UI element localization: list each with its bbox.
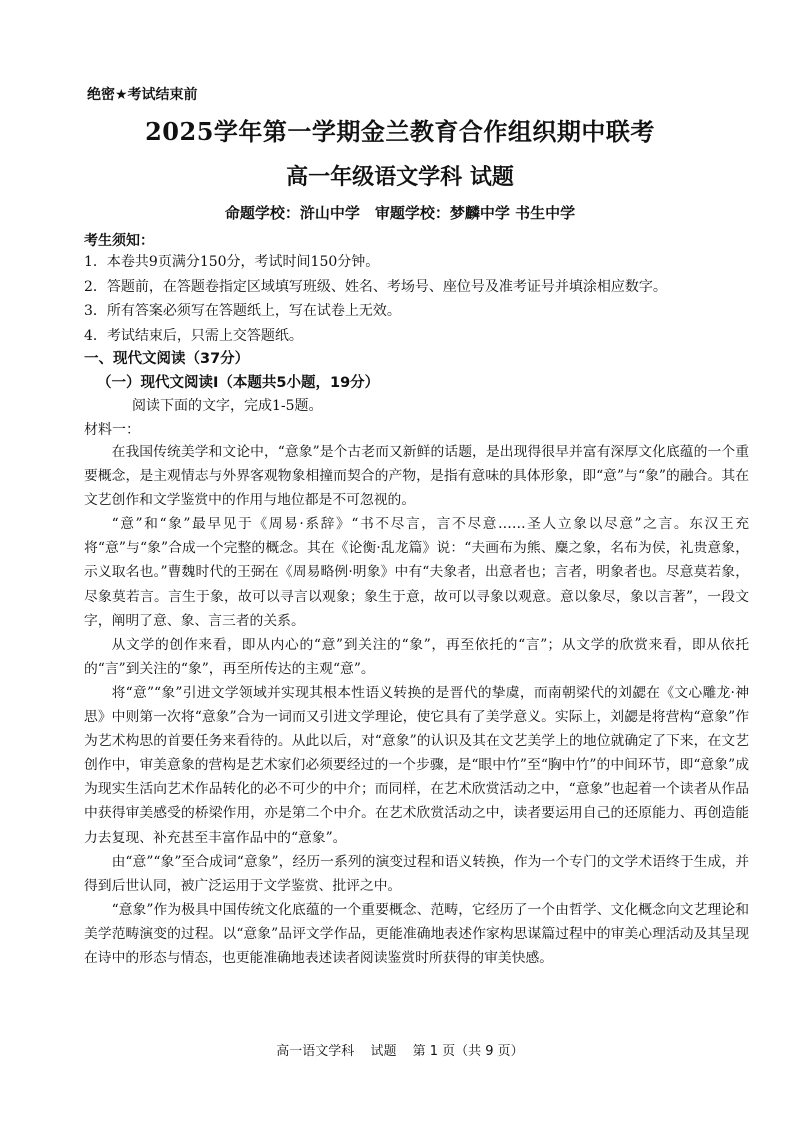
passage-paragraph: 在我国传统美学和文论中，“意象”是个古老而又新鲜的话题，是出现得很早并富有深厚文化底蕴的一个重要概念，是主观情志与外界客观物象相撞而契合的产物，是指有意味的具体形象，即“意”与“象”的融合。其在文艺创作和文学鉴赏中的作用与地位都是不可忽视的。 <box>84 444 749 509</box>
footer-subject: 高一语文学科 <box>276 1044 355 1059</box>
notice-item: 3．所有答案必须写在答题纸上，写在试卷上无效。 <box>84 303 401 319</box>
reading-instruction: 阅读下面的文字，完成1-5题。 <box>132 398 323 414</box>
passage-paragraph: 从文学的创作来看，即从内心的“意”到关注的“象”，再至依托的“言”；从文学的欣赏来看，即从依托的“言”到关注的“象”，再至所传达的主观“意”。 <box>84 636 749 677</box>
passage-paragraph: 将“意”“象”引进文学领域并实现其根本性语义转换的是晋代的挚虞，而南朝梁代的刘勰在《文心雕龙·神思》中则第一次将“意象”合为一词而又引进文学理论，使它具有了美学意义。实际上，刘勰是将营构“意象”作为艺术构思的首要任务来看待的。从此以后，对“意象”的认识及其在文艺美学上的地位就确定了下来，在文艺创作中，审美意象的营构是艺术家们必须要经过的一个步骤，是“眼中竹”至“胸中竹”的中间环节，即“意象”成为现实生活向艺术作品转化的必不可少的中介；而同样，在艺术欣赏活动之中，“意象”也起着一个读者从作品中获得审美感受的桥梁作用，亦是第二个中介。在艺术欣赏活动之中，读者要运用自己的还原能力、再创造能力去复现、补充甚至丰富作品中的“意象”。 <box>84 684 749 846</box>
passage-paragraph: 由“意”“象”至合成词“意象”，经历一系列的演变过程和语义转换，作为一个专门的文学术语终于生成，并得到后世认同，被广泛运用于文学鉴赏、批评之中。 <box>84 853 749 894</box>
secret-label: 绝密★考试结束前 <box>87 87 198 103</box>
passage-paragraph: “意”和“象”最早见于《周易·系辞》“书不尽言，言不尽意……圣人立象以尽意”之言。东汉王充将“意”与“象”合成一个完整的概念。其在《论衡·乱龙篇》说：“夫画布为熊、麋之象，名布为侯，礼贵意象，示义取名也。”曹魏时代的王弼在《周易略例·明象》中有“夫象者，出意者也；言者，明象者也。尽意莫若象，尽象莫若言。言生于象，故可以寻言以观象；象生于意，故可以寻象以观意。意以象尽，象以言著”，一段文字，阐明了意、象、言三者的关系。 <box>84 516 749 629</box>
notice-list <box>84 250 784 348</box>
page-title: 2025学年第一学期金兰教育合作组织期中联考 <box>145 117 655 146</box>
notice-heading: 考生须知： <box>84 233 154 249</box>
schools-line: 命题学校：浒山中学 审题学校：梦麟中学 书生中学 <box>224 204 576 222</box>
passage-paragraph: “意象”作为极具中国传统文化底蕴的一个重要概念、范畴，它经历了一个由哲学、文化概念向文艺理论和美学范畴演变的过程。以“意象”品评文学作品，更能准确地表述作家构思谋篇过程中的审美心理活动及其呈现在诗中的形态与情态，也更能准确地表述读者阅读鉴赏时所获得的审美快感。 <box>84 901 749 966</box>
page-subtitle: 高一年级语文学科 试题 <box>286 164 514 190</box>
subsection-heading: （一）现代文阅读Ⅰ（本题共5小题，19分） <box>97 375 380 391</box>
footer-kind: 试题 <box>370 1044 397 1059</box>
reading-passage <box>84 440 749 970</box>
footer-page-number: 第 1 页（共 9 页） <box>412 1044 524 1059</box>
section-heading: 一、现代文阅读（37分） <box>84 351 250 367</box>
material-label: 材料一： <box>84 422 140 438</box>
notice-item: 1．本卷共9页满分150分，考试时间150分钟。 <box>84 254 380 270</box>
notice-item: 4．考试结束后，只需上交答题纸。 <box>84 327 303 344</box>
page-footer <box>0 1040 800 1059</box>
notice-item: 2．答题前，在答题卷指定区域填写班级、姓名、考场号、座位号及准考证号并填涂相应数字。 <box>84 278 667 295</box>
